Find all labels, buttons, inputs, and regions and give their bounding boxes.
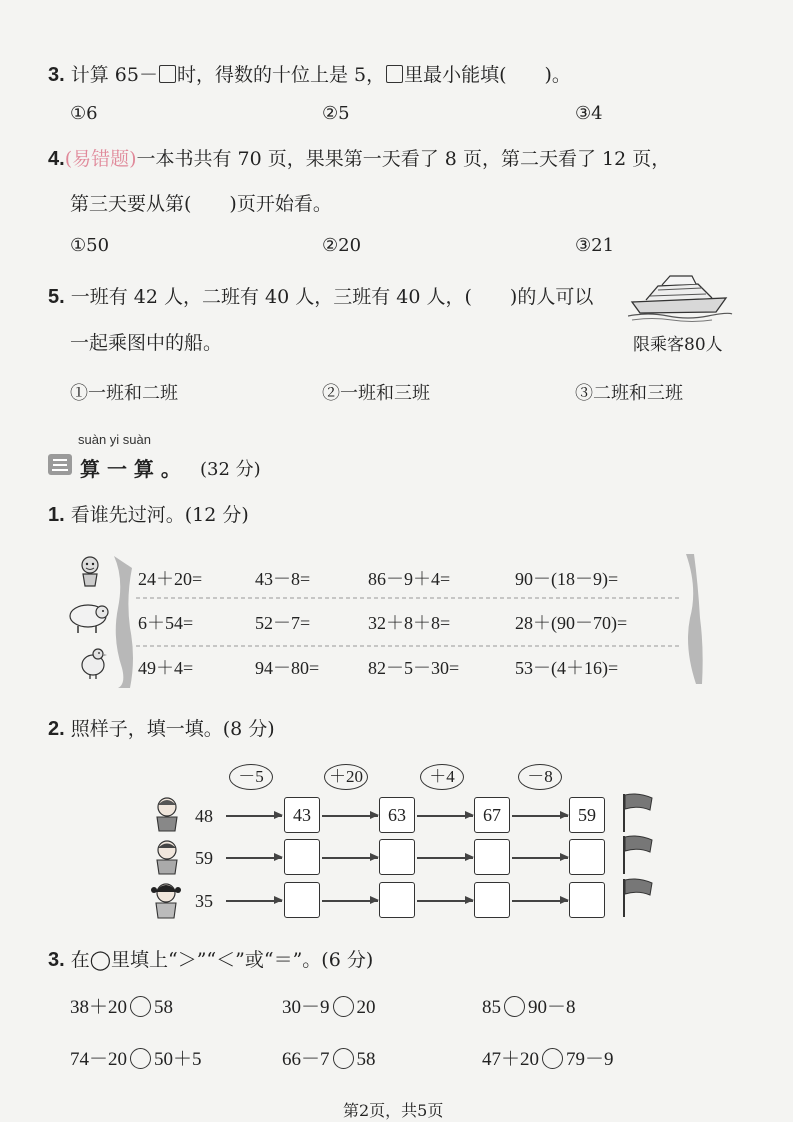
start-number: 35 bbox=[195, 891, 213, 911]
answer-box: 59 bbox=[569, 797, 605, 833]
calc-item: 28＋(90－70)= bbox=[515, 613, 628, 633]
arrow bbox=[226, 857, 282, 859]
question-text: 一班有 42 人，二班有 40 人，三班有 40 人，( )的人可以 bbox=[70, 286, 594, 308]
calc-item: 90－(18－9)= bbox=[515, 569, 619, 589]
compare-right: 79－9 bbox=[566, 1049, 614, 1070]
question-4 bbox=[48, 144, 670, 171]
calc-item: 6＋54= bbox=[138, 613, 194, 633]
answer-box[interactable] bbox=[474, 882, 510, 918]
compare-circle[interactable] bbox=[333, 996, 354, 1017]
answer-box[interactable] bbox=[284, 839, 320, 875]
boat-illustration bbox=[628, 272, 733, 322]
answer-box: 67 bbox=[474, 797, 510, 833]
chicken-icon bbox=[78, 645, 108, 679]
start-number: 59 bbox=[195, 848, 213, 868]
compare-circle[interactable] bbox=[130, 1048, 151, 1069]
answer-box[interactable] bbox=[379, 839, 415, 875]
calc-item: 43－8= bbox=[255, 569, 311, 589]
answer-box[interactable] bbox=[474, 839, 510, 875]
compare-right: 50＋5 bbox=[154, 1049, 202, 1070]
compare-left: 30－9 bbox=[282, 997, 330, 1018]
child-avatar-icon bbox=[150, 795, 184, 833]
calc-item: 52－7= bbox=[255, 613, 311, 633]
question-text: 一本书共有 70 页，果果第一天看了 8 页，第二天看了 12 页， bbox=[136, 148, 671, 170]
option[interactable]: ①6 bbox=[70, 103, 98, 124]
compare-item bbox=[70, 1044, 202, 1071]
compare-right: 58 bbox=[356, 1049, 376, 1070]
calc-item: 53－(4＋16)= bbox=[515, 658, 619, 678]
question-text-part: 时，得数的十位上是 5， bbox=[176, 64, 386, 86]
arrow bbox=[417, 815, 473, 817]
question-text-part: 计算 65－ bbox=[70, 64, 158, 86]
question-number: 5. bbox=[48, 286, 65, 308]
compare-circle[interactable] bbox=[130, 996, 151, 1017]
blank-box[interactable] bbox=[386, 65, 403, 83]
answer-box: 43 bbox=[284, 797, 320, 833]
option[interactable]: ③二班和三班 bbox=[575, 383, 683, 404]
calc-item: 86－9＋4= bbox=[368, 569, 451, 589]
compare-left: 85 bbox=[482, 997, 501, 1018]
compare-left: 38＋20 bbox=[70, 997, 128, 1018]
boat-caption: 限乘客80人 bbox=[633, 335, 723, 355]
child-avatar-icon bbox=[148, 880, 184, 920]
option[interactable]: ③4 bbox=[575, 103, 603, 124]
s3-question-3 bbox=[48, 945, 373, 972]
compare-right: 58 bbox=[154, 997, 174, 1018]
s3-question-2 bbox=[48, 714, 275, 741]
answer-box[interactable] bbox=[379, 882, 415, 918]
option[interactable]: ①一班和二班 bbox=[70, 383, 178, 404]
answer-box: 63 bbox=[379, 797, 415, 833]
question-number: 1. bbox=[48, 504, 65, 526]
calc-item: 49＋4= bbox=[138, 658, 194, 678]
compare-left: 74－20 bbox=[70, 1049, 128, 1070]
question-text: 在◯里填上“＞”“＜”或“＝”。(6 分) bbox=[70, 949, 374, 971]
arrow bbox=[322, 857, 378, 859]
compare-right: 20 bbox=[356, 997, 376, 1018]
question-text-part: 里最小能填( )。 bbox=[404, 64, 571, 86]
error-prone-tag: (易错题) bbox=[64, 148, 137, 170]
compare-circle[interactable] bbox=[542, 1048, 563, 1069]
question-text-line2: 第三天要从第( )页开始看。 bbox=[70, 193, 332, 215]
section-three-badge bbox=[48, 454, 72, 475]
start-number: 48 bbox=[195, 806, 213, 826]
option[interactable]: ②20 bbox=[322, 235, 362, 256]
compare-left: 47＋20 bbox=[482, 1049, 540, 1070]
question-text-line2: 一起乘图中的船。 bbox=[70, 332, 223, 354]
option[interactable]: ③21 bbox=[575, 235, 615, 256]
question-text: 照样子，填一填。(8 分) bbox=[70, 718, 275, 740]
compare-item bbox=[482, 1044, 614, 1071]
sheep-icon bbox=[66, 600, 110, 634]
compare-right: 90－8 bbox=[528, 997, 576, 1018]
calc-item: 94－80= bbox=[255, 658, 320, 678]
answer-box[interactable] bbox=[569, 839, 605, 875]
arrow bbox=[226, 900, 282, 902]
arrow bbox=[322, 900, 378, 902]
arrow bbox=[322, 815, 378, 817]
calc-item: 32＋8＋8= bbox=[368, 613, 451, 633]
section-pinyin: suàn yi suàn bbox=[78, 432, 151, 447]
child-avatar-icon bbox=[150, 838, 184, 876]
compare-item bbox=[70, 992, 173, 1019]
section-score: (32 分) bbox=[200, 459, 261, 480]
calc-item: 24＋20= bbox=[138, 569, 203, 589]
s3-question-1 bbox=[48, 500, 249, 527]
calc-item: 82－5－30= bbox=[368, 658, 460, 678]
option[interactable]: ①50 bbox=[70, 235, 110, 256]
monkey-icon bbox=[75, 554, 105, 588]
option[interactable]: ②5 bbox=[322, 103, 350, 124]
blank-box[interactable] bbox=[159, 65, 176, 83]
operation-oval: －8 bbox=[518, 764, 562, 790]
operation-oval: －5 bbox=[229, 764, 273, 790]
option[interactable]: ②一班和三班 bbox=[322, 383, 430, 404]
compare-circle[interactable] bbox=[504, 996, 525, 1017]
section-title: 算 一 算 。 bbox=[80, 457, 181, 481]
flag-icon bbox=[620, 877, 656, 917]
question-number: 3. bbox=[48, 64, 65, 86]
arrow bbox=[512, 815, 568, 817]
question-number: 4. bbox=[48, 148, 65, 170]
flag-icon bbox=[620, 834, 656, 874]
compare-item bbox=[282, 992, 376, 1019]
compare-circle[interactable] bbox=[333, 1048, 354, 1069]
operation-oval: ＋4 bbox=[420, 764, 464, 790]
question-5 bbox=[48, 282, 593, 309]
compare-item bbox=[282, 1044, 376, 1071]
arrow bbox=[512, 857, 568, 859]
page-footer: 第2页，共5页 bbox=[343, 1101, 444, 1120]
question-number: 2. bbox=[48, 718, 65, 740]
compare-item bbox=[482, 992, 576, 1019]
arrow bbox=[417, 857, 473, 859]
flag-icon bbox=[620, 792, 656, 832]
answer-box[interactable] bbox=[284, 882, 320, 918]
arrow bbox=[512, 900, 568, 902]
arrow bbox=[417, 900, 473, 902]
operation-oval: ＋20 bbox=[324, 764, 368, 790]
question-3 bbox=[48, 60, 571, 87]
question-number: 3. bbox=[48, 949, 65, 971]
compare-left: 66－7 bbox=[282, 1049, 330, 1070]
question-text: 看谁先过河。(12 分) bbox=[70, 504, 249, 526]
arrow bbox=[226, 815, 282, 817]
answer-box[interactable] bbox=[569, 882, 605, 918]
